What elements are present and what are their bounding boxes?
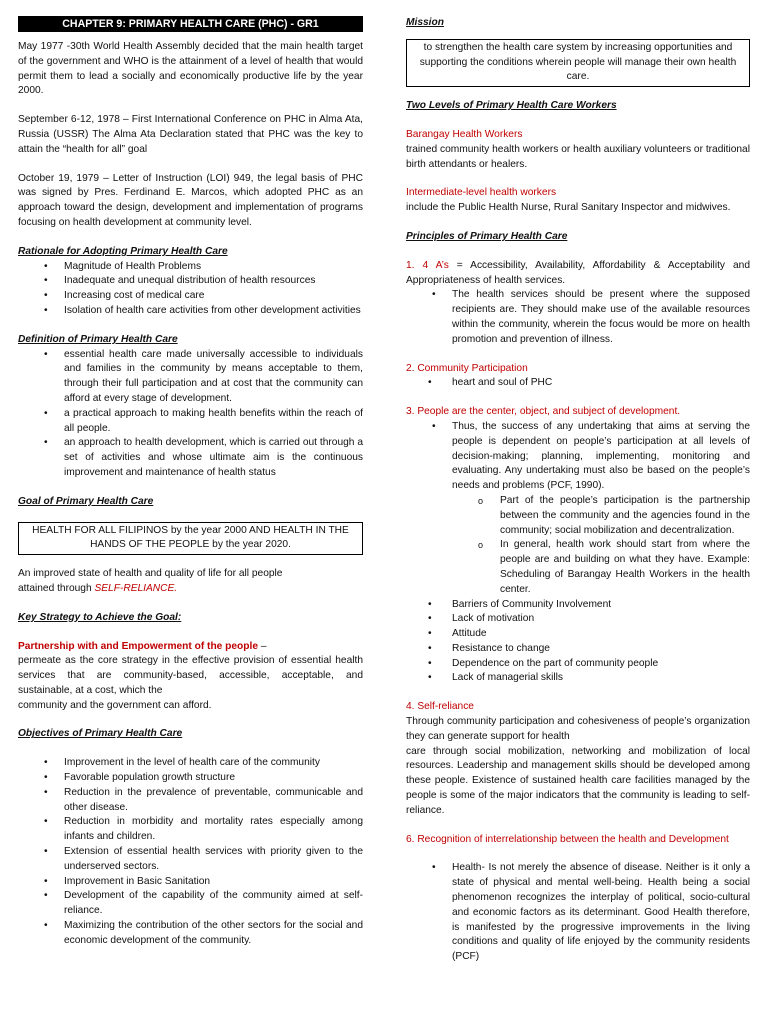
list-item: • Lack of motivation [406,612,750,627]
principle-3-label: 3. People are the center, object, and subject of development. [406,406,681,418]
goal-box: HEALTH FOR ALL FILIPINOS by the year 2000 AND HEALTH IN THE HANDS OF THE PEOPLE by the year 2020. [18,522,363,556]
strategy-paragraph-end: community and the government can afford. [18,699,212,711]
intro-paragraph-3: October 19, 1979 – Letter of Instruction (LOI) 949, the legal basis of PHC was signed by Pres. Ferdinand E. Marcos, which adopted PHC as an approach toward the design, development and implementation of programs focusing on health development at community level. [18,172,363,228]
strategy-paragraph: permeate as the core strategy in the effective provision of essential health services that are community-based, accessible, acceptable, and sustainable, at a cost, which the [18,655,363,696]
list-item: • Improvement in the level of health care of the community [18,756,363,771]
strategy-heading: Key Strategy to Achieve the Goal: [18,611,182,623]
rationale-list [18,260,363,319]
definition-list [18,348,363,481]
goal-heading: Goal of Primary Health Care [18,495,154,507]
principle-3-list [406,420,750,494]
principle-4-text-2: care through social mobilization, networking and mobilization of local resources. Leadership and management skills should be developed among these people. Existence of sustained health care facilities managed by the people is some of the major indicators that the community is leading to self-reliance. [406,745,750,816]
principle-2-label: 2. Community Participation [406,362,528,374]
intro-paragraph-1: May 1977 -30th World Health Assembly decided that the main health target of the government and WHO is the attainment of a level of health that would permit them to lead a socially and economically productive life by the year 2000. [18,41,363,97]
list-item: o Part of the people’s participation is the partnership between the community and the agencies found in the community; social mobilization and decentralization. [406,494,750,538]
principle-4-text-1: Through community participation and cohesiveness of people’s organization they can generate support for health [406,716,750,742]
list-item: • Health- Is not merely the absence of disease. Neither is it only a state of physical and mental well-being. Health being a social phenomenon recognizes the interplay of political, socio-cultural and economic factors as its determinant. Good Health therefore, is manifested by the progressive improvements in the living conditions and quality of life enjoyed by the community residents (PCF) [406,861,750,965]
goal-line-2-prefix: attained through [18,582,95,594]
list-item: • heart and soul of PHC [406,376,750,391]
list-item: • Favorable population growth structure [18,771,363,786]
principles-heading: Principles of Primary Health Care [406,230,568,242]
list-item: • Isolation of health care activities from other development activities [18,304,363,319]
principle-1-label: 1. 4 A’s [406,259,449,271]
principle-6-label: 6. Recognition of interrelationship between the health and Development [406,833,729,845]
self-reliance-emphasis: SELF-RELIANCE. [94,582,178,594]
mission-heading: Mission [406,17,444,28]
objectives-heading: Objectives of Primary Health Care [18,728,183,740]
intermediate-text: include the Public Health Nurse, Rural Sanitary Inspector and midwives. [406,202,731,214]
list-item: • Thus, the success of any undertaking that aims at serving the people is dependent on people’s participation at all levels of decision-making; planning, implementing, monitoring and evaluating. Any undertaking must also be based on the people’s needs and problems (PCF, 1990). [406,420,750,494]
principle-6-list [406,861,750,965]
list-item: • a practical approach to making health benefits within the reach of all people. [18,407,363,437]
principle-3-sublist [406,494,750,598]
principle-1 [406,259,750,289]
definition-heading: Definition of Primary Health Care [18,333,178,345]
list-item: • Dependence on the part of community people [406,657,750,672]
list-item: • Improvement in Basic Sanitation [18,875,363,890]
list-item: • Reduction in morbidity and mortality rates especially among infants and children. [18,815,363,845]
principle-4-label: 4. Self-reliance [406,701,474,713]
principle-1-text: = Accessibility, Availability, Affordability & Acceptability and Appropriateness of health services. [406,259,750,286]
principle-2-list [406,376,750,391]
list-item: • Magnitude of Health Problems [18,260,363,275]
goal-line-2 [18,582,363,597]
goal-line-1: An improved state of health and quality of life for all people [18,568,283,580]
list-item: • Resistance to change [406,642,750,657]
strategy-red-label: Partnership with and Empowerment of the people [18,640,258,652]
list-item: • Extension of essential health services with priority given to the underserved sectors. [18,845,363,875]
objectives-list [18,756,363,948]
list-item: o In general, health work should start from where the people are and building on what they have. Example: Scheduling of Barangay Health Workers in the health center. [406,538,750,597]
intermediate-label: Intermediate-level health workers [406,187,557,199]
rationale-heading: Rationale for Adopting Primary Health Care [18,245,228,257]
list-item: • Reduction in the prevalence of preventable, communicable and other disease. [18,786,363,816]
strategy-label-line [18,640,363,655]
list-item: • Lack of managerial skills [406,671,750,686]
right-column [406,0,750,965]
list-item: • Increasing cost of medical care [18,289,363,304]
bhw-text: trained community health workers or health auxiliary volunteers or traditional birth attendants or healers. [406,143,750,170]
intro-paragraph-2: September 6-12, 1978 – First International Conference on PHC in Alma Ata, Russia (USSR) The Alma Ata Declaration stated that PHC was the key to attain the “health for all” goal [18,114,363,155]
list-item: • Maximizing the contribution of the other sectors for the social and economic development of the community. [18,919,363,949]
barriers-list [406,598,750,687]
list-item: • Attitude [406,627,750,642]
principle-1-list [406,288,750,347]
list-item: • Barriers of Community Involvement [406,598,750,613]
mission-box: to strengthen the health care system by increasing opportunities and supporting the conditions wherein people will manage their own health care. [406,39,750,87]
chapter-title: CHAPTER 9: PRIMARY HEALTH CARE (PHC) - GR1 [18,16,363,32]
list-item: • Development of the capability of the community aimed at self-reliance. [18,889,363,919]
strategy-dash: – [258,640,267,652]
list-item: • Inadequate and unequal distribution of health resources [18,274,363,289]
list-item: • an approach to health development, which is carried out through a set of activities and whose ultimate aim is the continuous improvement and maintenance of health status [18,436,363,480]
levels-heading: Two Levels of Primary Health Care Workers [406,100,617,112]
list-item: • essential health care made universally accessible to individuals and families in the community by means acceptable to them, through their full participation and at cost that the community can afford at every stage of development. [18,348,363,407]
bhw-label: Barangay Health Workers [406,128,523,140]
list-item: • The health services should be present where the supposed recipients are. They should make use of the available resources within the community, wherein the focus would be more on health promotion and prevention of illness. [406,288,750,347]
left-column [18,0,363,949]
